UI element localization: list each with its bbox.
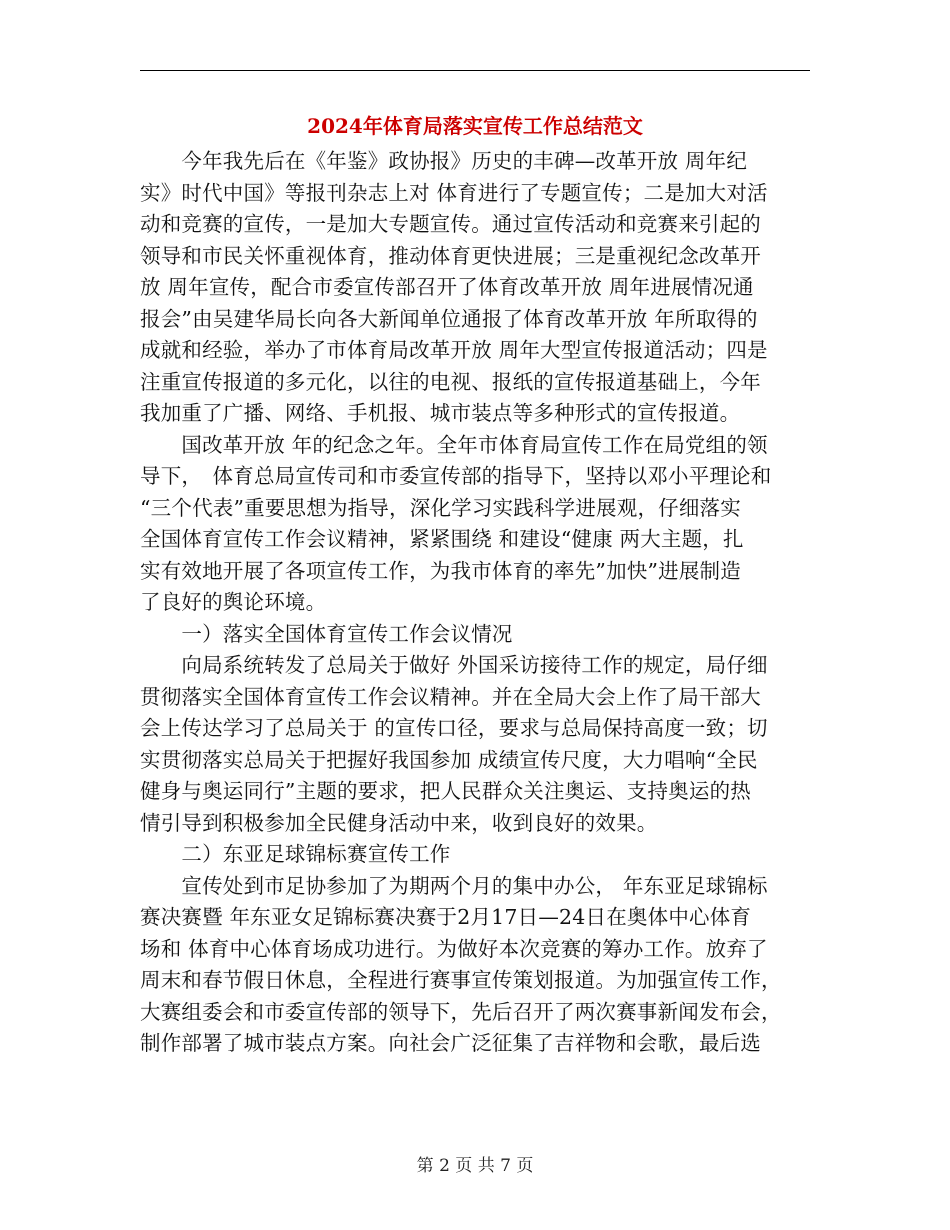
text-line: 了良好的舆论环境。 <box>140 590 327 614</box>
text-line: 领导和市民关怀重视体育，推动体育更快进展；三是重视纪念改革开 <box>140 243 761 268</box>
text-line: “三个代表”重要思想为指导，深化学习实践科学进展观，仔细落实 <box>140 495 741 520</box>
paragraph <box>140 430 810 619</box>
section-heading <box>140 839 810 871</box>
document-body <box>140 146 810 1060</box>
text-line: 一）落实全国体育宣传工作会议情况 <box>140 621 513 646</box>
text-line: 导下， 体育总局宣传司和市委宣传部的指导下，坚持以邓小平理论和 <box>140 464 772 488</box>
text-line: 二）东亚足球锦标赛宣传工作 <box>140 842 451 866</box>
header-rule <box>140 70 810 71</box>
text-line: 制作部署了城市装点方案。向社会广泛征集了吉祥物和会歌，最后选 <box>140 1031 761 1055</box>
text-line: 今年我先后在《年鉴》政协报》历史的丰碑—改革开放 周年纪 <box>140 149 748 173</box>
text-line: 实》时代中国》等报刊杂志上对 体育进行了专题宣传；二是加大对活 <box>140 180 768 205</box>
text-line: 贯彻落实全国体育宣传工作会议精神。并在全局大会上作了局干部大 <box>140 684 761 709</box>
text-line: 全国体育宣传工作会议精神，紧紧围绕 和建设“健康 两大主题，扎 <box>140 527 744 551</box>
text-line: 周末和春节假日休息，全程进行赛事宣传策划报道。为加强宣传工作， <box>140 968 782 992</box>
paragraph <box>140 146 810 430</box>
page-number: 第 2 页 共 7 页 <box>416 1156 534 1176</box>
text-line: 我加重了广播、网络、手机报、城市装点等多种形式的宣传报道。 <box>140 401 741 425</box>
text-line: 报会”由吴建华局长向各大新闻单位通报了体育改革开放 年所取得的 <box>140 306 758 331</box>
text-line: 注重宣传报道的多元化，以往的电视、报纸的宣传报道基础上，今年 <box>140 369 761 394</box>
text-line: 大赛组委会和市委宣传部的领导下，先后召开了两次赛事新闻发布会， <box>140 999 782 1024</box>
text-line: 放 周年宣传，配合市委宣传部召开了体育改革开放 周年进展情况通 <box>140 275 754 299</box>
document-title: 2024年体育局落实宣传工作总结范文 <box>307 114 643 138</box>
text-line: 会上传达学习了总局关于 的宣传口径，要求与总局保持高度一致；切 <box>140 716 768 740</box>
text-line: 场和 体育中心体育场成功进行。为做好本次竞赛的筹办工作。放弃了 <box>140 936 768 961</box>
text-line: 实贯彻落实总局关于把握好我国参加 成绩宣传尺度，大力唱响“全民 <box>140 747 758 772</box>
text-line: 国改革开放 年的纪念之年。全年市体育局宣传工作在局党组的领 <box>140 432 768 457</box>
section-heading <box>140 619 810 651</box>
text-line: 健身与奥运同行”主题的要求，把人民群众关注奥运、支持奥运的热 <box>140 779 751 803</box>
text-line: 向局系统转发了总局关于做好 外国采访接待工作的规定，局仔细 <box>140 653 768 677</box>
text-line: 动和竞赛的宣传，一是加大专题宣传。通过宣传活动和竞赛来引起的 <box>140 212 761 236</box>
paragraph <box>140 871 810 1060</box>
text-line: 赛决赛暨 年东亚女足锦标赛决赛于2月17日—24日在奥体中心体育 <box>140 905 752 929</box>
text-line: 成就和经验，举办了市体育局改革开放 周年大型宣传报道活动；四是 <box>140 338 768 362</box>
text-line: 实有效地开展了各项宣传工作，为我市体育的率先”加快”进展制造 <box>140 558 741 583</box>
paragraph <box>140 650 810 839</box>
text-line: 宣传处到市足协参加了为期两个月的集中办公， 年东亚足球锦标 <box>140 873 768 898</box>
text-line: 情引导到积极参加全民健身活动中来，收到良好的效果。 <box>140 810 658 835</box>
